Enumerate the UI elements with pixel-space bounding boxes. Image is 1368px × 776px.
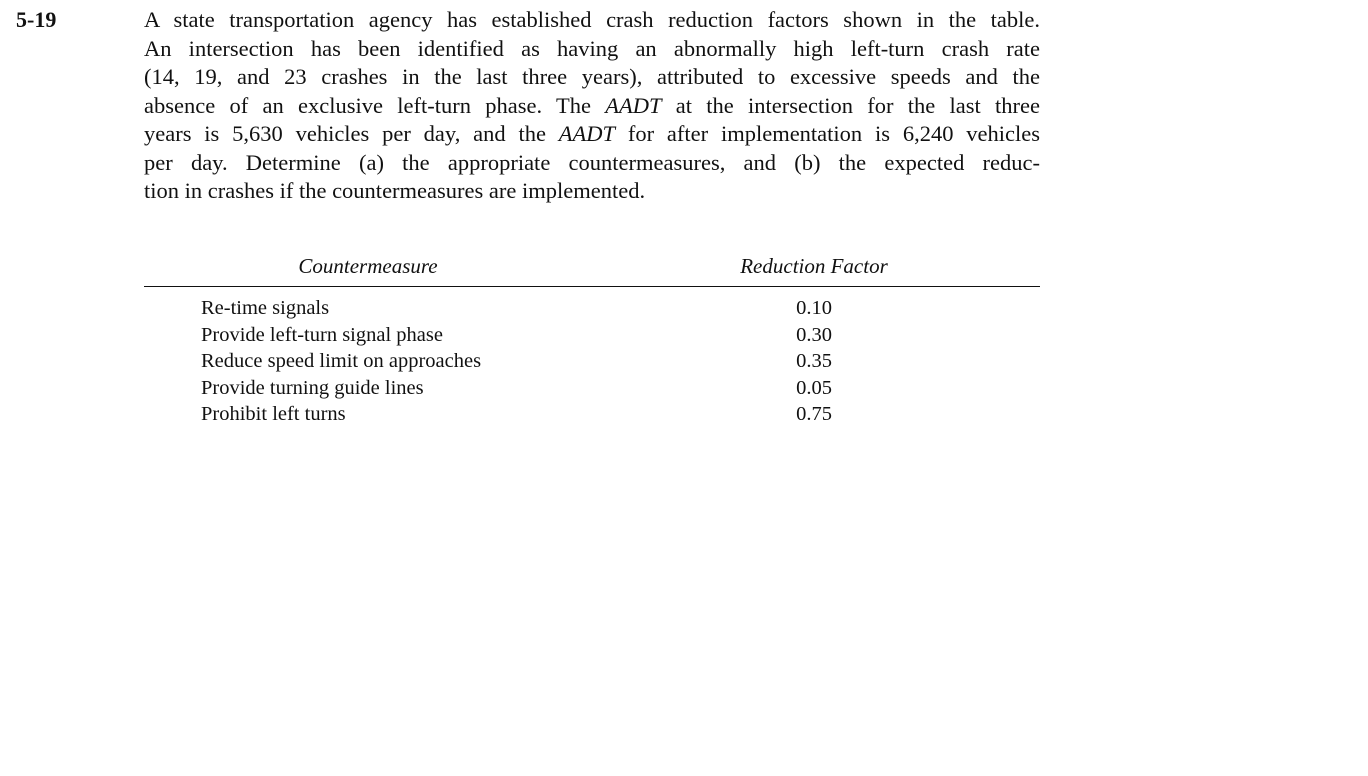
statement-line: absence of an exclusive left-turn phase. The AADT at the intersection for the last three <box>144 92 1041 118</box>
statement-line: A state transportation agency has established crash reduction factors shown in the table. <box>144 7 1040 32</box>
factor-cell: 0.10 <box>796 297 832 319</box>
factor-cell: 0.05 <box>796 376 832 399</box>
countermeasure-cell: Provide left-turn signal phase <box>201 323 443 346</box>
table-body <box>144 287 1040 430</box>
table-row <box>144 297 1040 324</box>
problem-number: 5-19 <box>16 7 57 32</box>
problem-statement <box>144 6 1040 206</box>
countermeasure-cell: Provide turning guide lines <box>201 376 424 399</box>
statement-line: An intersection has been identified as having an abnormally high left-turn crash rate <box>144 35 1040 61</box>
statement-line: per day. Determine (a) the appropriate countermeasures, and (b) the expected reduc- <box>144 149 1040 175</box>
table-row <box>144 324 1040 351</box>
reduction-factor-table <box>144 252 1040 430</box>
header-reduction-factor: Reduction Factor <box>740 254 888 278</box>
factor-cell: 0.35 <box>796 350 832 373</box>
countermeasure-cell: Prohibit left turns <box>201 403 346 426</box>
statement-line: tion in crashes if the countermeasures are implemented. <box>144 178 646 203</box>
statement-line: (14, 19, and 23 crashes in the last three years), attributed to excessive speeds and the <box>144 64 1040 89</box>
factor-cell: 0.30 <box>796 323 832 346</box>
aadt-term: AADT <box>558 121 616 146</box>
header-countermeasure: Countermeasure <box>298 254 438 278</box>
aadt-term: AADT <box>605 92 662 118</box>
table-row <box>144 350 1040 377</box>
statement-line: years is 5,630 vehicles per day, and the AADT for after implementation is 6,240 vehicles <box>144 121 1040 146</box>
table-row <box>144 403 1040 430</box>
table-row <box>144 377 1040 404</box>
countermeasure-cell: Reduce speed limit on approaches <box>201 350 482 373</box>
factor-cell: 0.75 <box>796 403 832 426</box>
table-header <box>144 252 1040 287</box>
countermeasure-cell: Re-time signals <box>201 297 330 319</box>
